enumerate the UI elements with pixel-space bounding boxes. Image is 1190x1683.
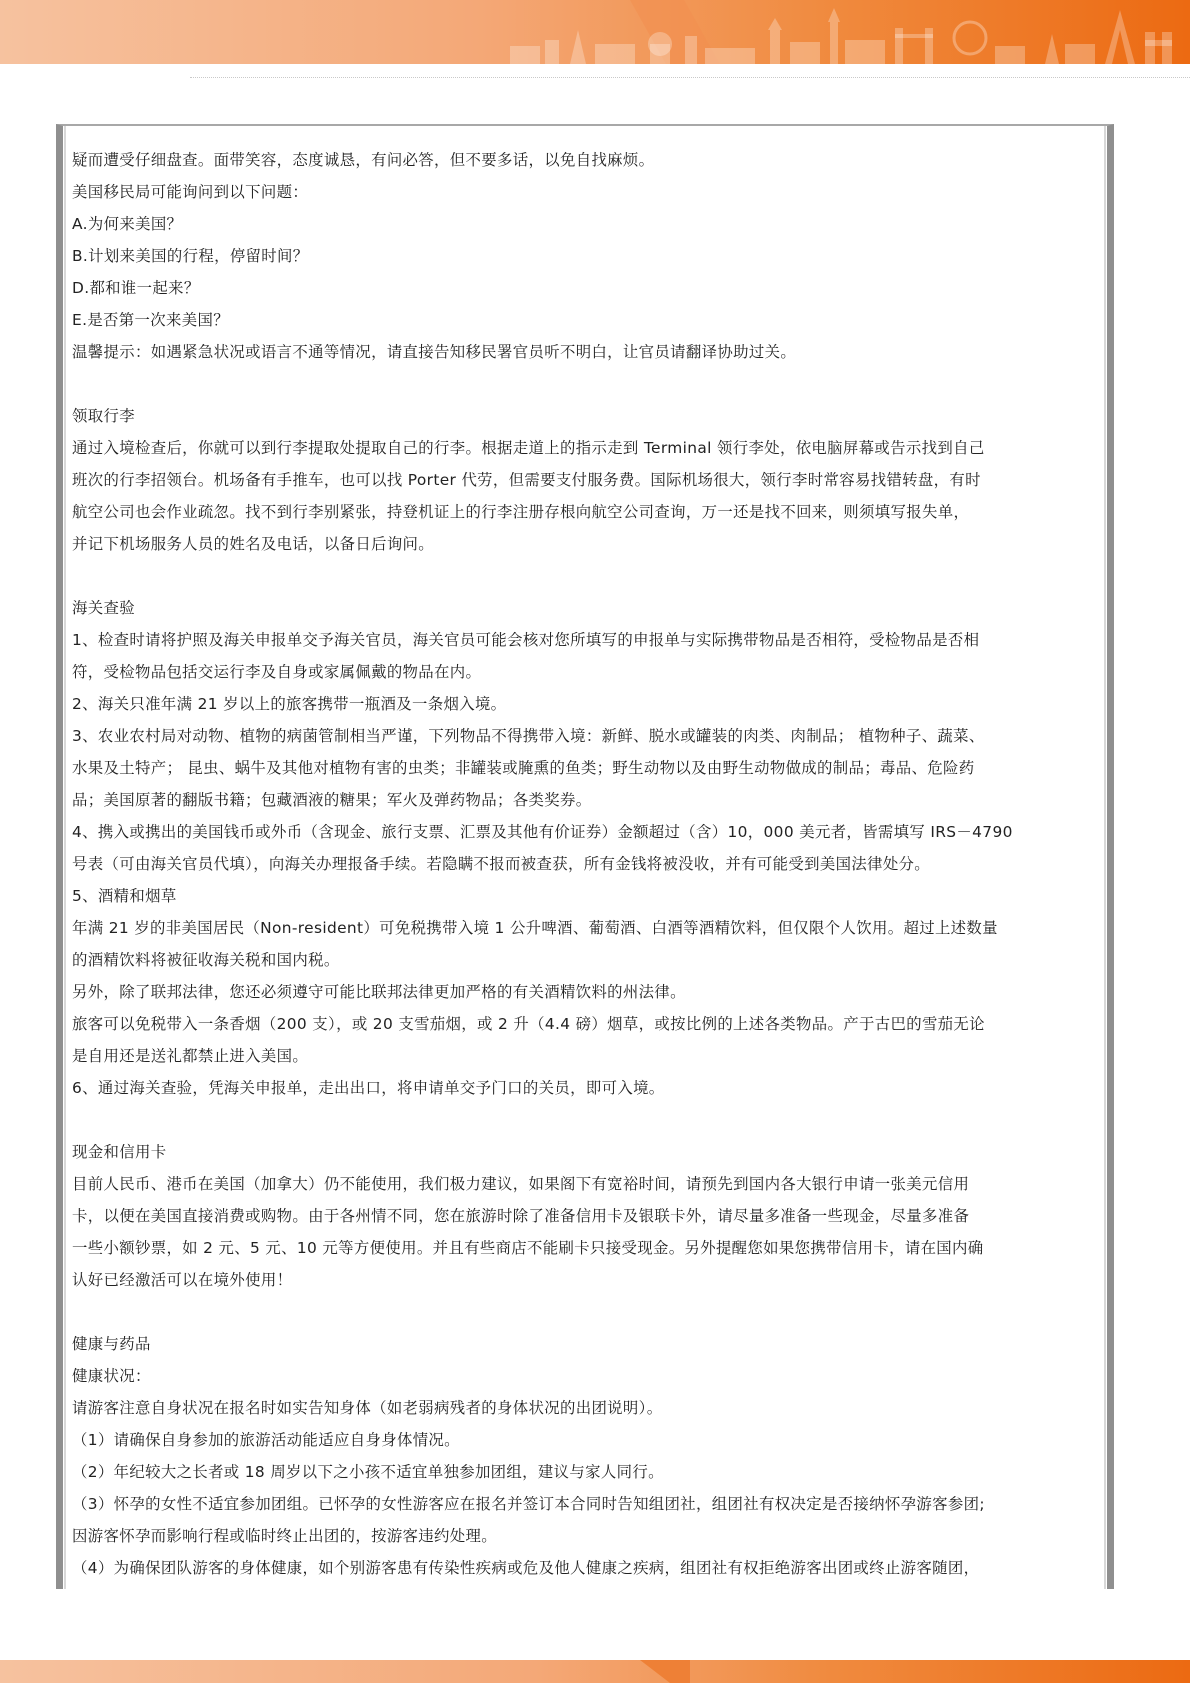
body-line: 航空公司也会作业疏忽。找不到行李别紧张，持登机证上的行李注册存根向航空公司查询，万一还是找不回来，则须填写报失单，	[72, 503, 970, 521]
body-line: 2、海关只准年满 21 岁以上的旅客携带一瓶酒及一条烟入境。	[72, 695, 507, 713]
body-line: 品；美国原著的翻版书籍；包藏酒液的糖果；军火及弹药物品；各类奖券。	[72, 791, 592, 809]
body-line: 疑而遭受仔细盘查。面带笑容，态度诚恳，有问必答，但不要多话，以免自找麻烦。	[72, 151, 655, 169]
footer-wedge	[640, 1660, 690, 1683]
section-heading: 领取行李	[72, 407, 135, 425]
body-line: 5、酒精和烟草	[72, 887, 177, 905]
body-line: 的酒精饮料将被征收海关税和国内税。	[72, 951, 340, 969]
body-line: 符，受检物品包括交运行李及自身或家属佩戴的物品在内。	[72, 663, 482, 681]
body-line: （4）为确保团队游客的身体健康，如个别游客患有传染性疾病或危及他人健康之疾病，组团社有权拒绝游客出团或终止游客随团，	[72, 1559, 980, 1577]
body-line: 并记下机场服务人员的姓名及电话，以备日后询问。	[72, 535, 435, 553]
body-line: 旅客可以免税带入一条香烟（200 支），或 20 支雪茄烟，或 2 升（4.4 磅）烟草，或按比例的上述各类物品。产于古巴的雪茄无论	[72, 1015, 985, 1033]
body-line: （2）年纪较大之长者或 18 周岁以下之小孩不适宜单独参加团组，建议与家人同行。	[72, 1463, 664, 1481]
body-line: 3、农业农村局对动物、植物的病菌管制相当严谨，下列物品不得携带入境：新鲜、脱水或罐装的肉类、肉制品； 植物种子、蔬菜、	[72, 727, 985, 745]
body-line: （3）怀孕的女性不适宜参加团组。已怀孕的女性游客应在报名并签订本合同时告知组团社，组团社有权决定是否接纳怀孕游客参团;	[72, 1495, 985, 1513]
question-item: B.计划来美国的行程，停留时间？	[72, 247, 309, 265]
question-item: E.是否第一次来美国？	[72, 311, 229, 329]
tip-line: 温馨提示：如遇紧急状况或语言不通等情况，请直接告知移民署官员听不明白，让官员请翻译协助过关。	[72, 343, 797, 361]
body-line: 另外，除了联邦法律，您还必须遵守可能比联邦法律更加严格的有关酒精饮料的州法律。	[72, 983, 686, 1001]
body-line: 6、通过海关查验，凭海关申报单，走出出口，将申请单交予门口的关员，即可入境。	[72, 1079, 665, 1097]
body-line: 通过入境检查后，你就可以到行李提取处提取自己的行李。根据走道上的指示走到 Terminal 领行李处，依电脑屏幕或告示找到自己	[72, 439, 985, 457]
header-banner	[0, 0, 1190, 64]
blank-line	[72, 560, 1102, 592]
body-line: 卡，以便在美国直接消费或购物。由于各州情不同，您在旅游时除了准备信用卡及银联卡外，请尽量多准备一些现金，尽量多准备	[72, 1207, 970, 1225]
blank-line	[72, 1296, 1102, 1328]
body-line: （1）请确保自身参加的旅游活动能适应自身身体情况。	[72, 1431, 460, 1449]
section-heading: 海关查验	[72, 599, 135, 617]
blank-line	[72, 1104, 1102, 1136]
body-line: 请游客注意自身状况在报名时如实告知身体（如老弱病残者的身体状况的出团说明）。	[72, 1399, 663, 1417]
body-line: 目前人民币、港币在美国（加拿大）仍不能使用，我们极力建议，如果阁下有宽裕时间，请预先到国内各大银行申请一张美元信用	[72, 1175, 970, 1193]
body-line: 美国移民局可能询问到以下问题：	[72, 183, 309, 201]
body-line: 4、携入或携出的美国钱币或外币（含现金、旅行支票、汇票及其他有价证券）金额超过（含）10，000 美元者，皆需填写 IRS－4790	[72, 823, 1013, 841]
blank-line	[72, 368, 1102, 400]
body-line: 班次的行李招领台。机场备有手推车，也可以找 Porter 代劳，但需要支付服务费。国际机场很大，领行李时常容易找错转盘，有时	[72, 471, 981, 489]
city-skyline-decoration	[500, 0, 1190, 64]
body-line: 水果及土特产； 昆虫、蜗牛及其他对植物有害的虫类；非罐装或腌熏的鱼类；野生动物以及由野生动物做成的制品；毒品、危险药	[72, 759, 975, 777]
body-line: 号表（可由海关官员代填），向海关办理报备手续。若隐瞒不报而被查获，所有金钱将被没收，并有可能受到美国法律处分。	[72, 855, 931, 873]
body-line: 因游客怀孕而影响行程或临时终止出团的，按游客违约处理。	[72, 1527, 497, 1545]
section-heading: 现金和信用卡	[72, 1143, 167, 1161]
body-line: 是自用还是送礼都禁止进入美国。	[72, 1047, 309, 1065]
question-item: D.都和谁一起来？	[72, 279, 200, 297]
footer-band	[0, 1660, 1190, 1683]
header-divider	[190, 77, 1190, 78]
body-line: 一些小额钞票，如 2 元、5 元、10 元等方便使用。并且有些商店不能刷卡只接受现金。另外提醒您如果您携带信用卡，请在国内确	[72, 1239, 984, 1257]
document-body	[72, 144, 1102, 1584]
body-line: 1、检查时请将护照及海关申报单交予海关官员，海关官员可能会核对您所填写的申报单与实际携带物品是否相符，受检物品是否相	[72, 631, 980, 649]
body-line: 年满 21 岁的非美国居民（Non-resident）可免税携带入境 1 公升啤酒、葡萄酒、白酒等酒精饮料，但仅限个人饮用。超过上述数量	[72, 919, 998, 937]
body-line: 健康状况：	[72, 1367, 151, 1385]
body-line: 认好已经激活可以在境外使用！	[72, 1271, 293, 1289]
question-item: A.为何来美国？	[72, 215, 183, 233]
content-frame	[56, 124, 1114, 1589]
section-heading: 健康与药品	[72, 1335, 151, 1353]
